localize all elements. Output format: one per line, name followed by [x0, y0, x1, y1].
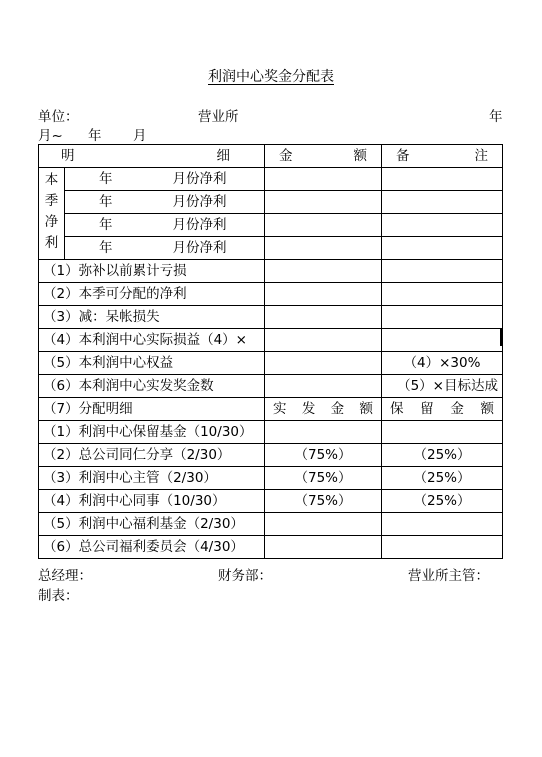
- distribution-detail-label: （7）分配明细: [39, 398, 265, 421]
- table-row: [39, 536, 503, 559]
- amount-cell[interactable]: [265, 329, 382, 352]
- table-row: [39, 329, 503, 352]
- remark-cell[interactable]: [382, 168, 503, 191]
- month-net-profit-cell: 年 月份净利: [65, 214, 265, 237]
- actual-amount-cell[interactable]: [265, 536, 382, 559]
- actual-amount-header: 实 发 金 额: [265, 398, 382, 421]
- amount-cell[interactable]: [265, 260, 382, 283]
- bonus-distribution-table: [38, 144, 503, 559]
- amount-cell[interactable]: [265, 168, 382, 191]
- table-row: [39, 260, 503, 283]
- row-label: （6）本利润中心实发奖金数: [39, 375, 265, 398]
- reserve-amount-cell[interactable]: [382, 421, 503, 444]
- table-row: [39, 467, 503, 490]
- month-net-profit-cell: 年 月份净利: [65, 191, 265, 214]
- row-label: （3）减：呆帐损失: [39, 306, 265, 329]
- remark-cell[interactable]: [382, 329, 503, 352]
- actual-amount-cell[interactable]: [265, 513, 382, 536]
- amount-cell[interactable]: [265, 352, 382, 375]
- table-row: [39, 214, 503, 237]
- remark-header: 备 注: [382, 145, 503, 168]
- remark-cell[interactable]: [382, 214, 503, 237]
- actual-amount-cell[interactable]: （75%）: [265, 490, 382, 513]
- amount-cell[interactable]: [265, 237, 382, 260]
- row-label: （4）本利润中心实际损益（4）×: [39, 329, 265, 352]
- document-title: 利润中心奖金分配表: [208, 69, 334, 85]
- row-label: （4）利润中心同事（10/30）: [39, 490, 265, 513]
- table-row: [39, 513, 503, 536]
- actual-amount-cell[interactable]: （75%）: [265, 444, 382, 467]
- amount-cell[interactable]: [265, 283, 382, 306]
- table-row: [39, 375, 503, 398]
- table-row: [39, 191, 503, 214]
- table-row: [39, 306, 503, 329]
- prepared-by-label: 制表：: [38, 588, 79, 604]
- text-cursor: [500, 329, 503, 346]
- actual-amount-cell[interactable]: （75%）: [265, 467, 382, 490]
- actual-amount-cell[interactable]: [265, 421, 382, 444]
- reserve-amount-cell[interactable]: （25%）: [382, 444, 503, 467]
- table-header-row: [39, 145, 503, 168]
- reserve-amount-cell[interactable]: （25%）: [382, 490, 503, 513]
- year-label: 年: [489, 109, 503, 125]
- row-label: （6）总公司福利委员会（4/30）: [39, 536, 265, 559]
- remark-cell[interactable]: （4）×30%: [382, 352, 503, 375]
- detail-header: 明 细: [39, 145, 265, 168]
- reserve-amount-cell[interactable]: [382, 536, 503, 559]
- amount-header: 金 额: [265, 145, 382, 168]
- year-label-2: 年: [88, 128, 102, 144]
- amount-cell[interactable]: [265, 306, 382, 329]
- quarter-net-profit-label: 本 季 净 利: [39, 168, 65, 260]
- distribution-header-row: [39, 398, 503, 421]
- general-manager-label: 总经理：: [38, 568, 92, 584]
- month-net-profit-cell: 年 月份净利: [65, 168, 265, 191]
- remark-cell[interactable]: [382, 306, 503, 329]
- remark-cell[interactable]: （5）×目标达成: [382, 375, 503, 398]
- amount-cell[interactable]: [265, 191, 382, 214]
- row-label: （5）利润中心福利基金（2/30）: [39, 513, 265, 536]
- table-row: [39, 283, 503, 306]
- row-label: （1）利润中心保留基金（10/30）: [39, 421, 265, 444]
- remark-cell[interactable]: [382, 191, 503, 214]
- row-label: （2）本季可分配的净利: [39, 283, 265, 306]
- remark-cell[interactable]: [382, 260, 503, 283]
- reserve-amount-cell[interactable]: （25%）: [382, 467, 503, 490]
- unit-label: 单位：: [38, 109, 79, 125]
- table-row: [39, 421, 503, 444]
- table-row: [39, 490, 503, 513]
- month-range-label: 月~: [38, 128, 63, 144]
- reserve-amount-cell[interactable]: [382, 513, 503, 536]
- amount-cell[interactable]: [265, 214, 382, 237]
- table-row: [39, 352, 503, 375]
- row-label: （2）总公司同仁分享（2/30）: [39, 444, 265, 467]
- amount-cell[interactable]: [265, 375, 382, 398]
- branch-head-label: 营业所主管：: [408, 568, 489, 584]
- row-label: （3）利润中心主管（2/30）: [39, 467, 265, 490]
- month-label: 月: [133, 128, 147, 144]
- reserve-amount-header: 保 留 金 额: [382, 398, 503, 421]
- branch-label: 营业所: [198, 109, 239, 125]
- remark-cell[interactable]: [382, 283, 503, 306]
- table-row: [39, 444, 503, 467]
- finance-dept-label: 财务部：: [218, 568, 272, 584]
- month-net-profit-cell: 年 月份净利: [65, 237, 265, 260]
- remark-cell[interactable]: [382, 237, 503, 260]
- row-label: （5）本利润中心权益: [39, 352, 265, 375]
- table-row: [39, 237, 503, 260]
- row-label: （1）弥补以前累计亏损: [39, 260, 265, 283]
- table-row: [39, 168, 503, 191]
